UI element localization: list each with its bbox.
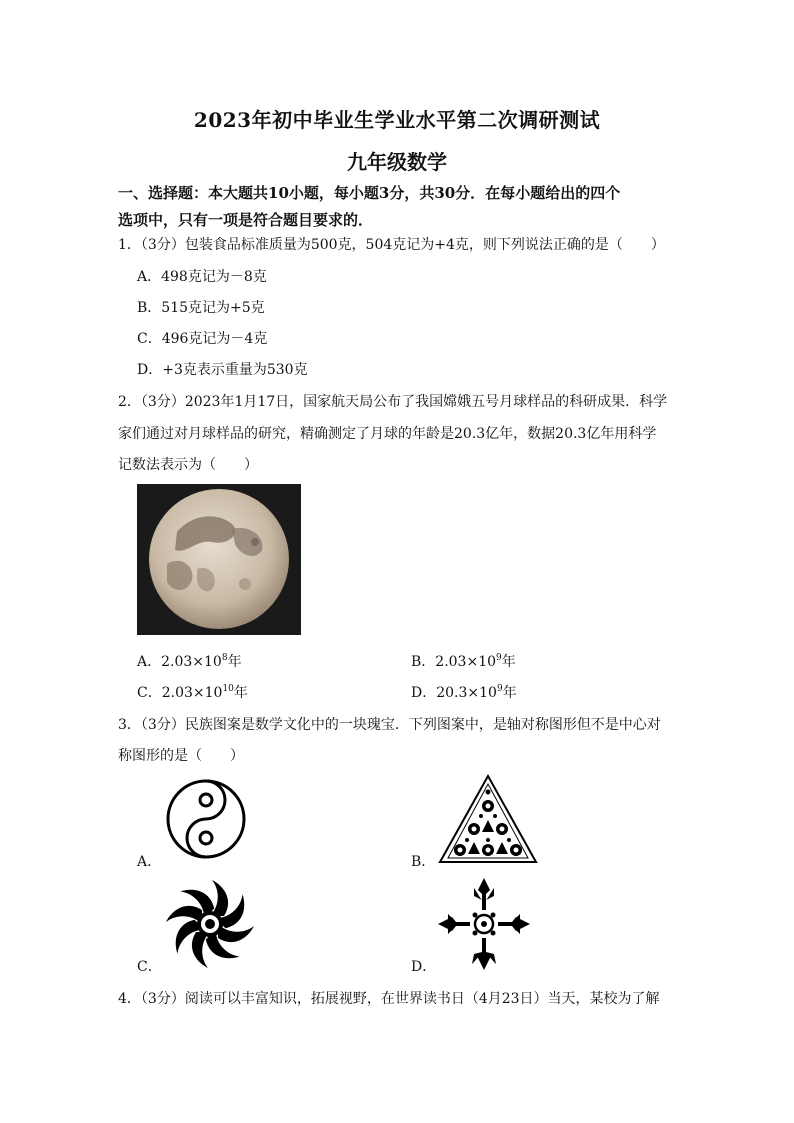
figure-c-pinwheel (162, 876, 258, 976)
option-c-label: C． (137, 685, 162, 701)
question-3-option-d-label: D． (411, 959, 437, 975)
question-2-option-d (411, 682, 517, 702)
section-heading-line-2: 选项中，只有一项是符合题目要求的． (118, 211, 374, 229)
option-a-unit: 年 (227, 654, 242, 670)
option-b-base: 2.03×10 (435, 654, 497, 670)
question-4-line-1: 4．（3分）阅读可以丰富知识，拓展视野，在世界读书日（4月23日）当天，某校为了解 (118, 991, 660, 1007)
figure-a-taiji (165, 778, 247, 864)
option-c-unit: 年 (233, 685, 248, 701)
option-d-unit: 年 (502, 685, 517, 701)
option-a-exponent: 8 (221, 653, 228, 663)
option-a-base: 2.03×10 (161, 654, 222, 670)
option-d-exponent: 9 (496, 684, 503, 694)
option-c-exponent: 10 (222, 684, 234, 694)
option-b-exponent: 9 (496, 653, 502, 663)
option-d-base: 20.3×10 (436, 685, 497, 701)
question-1-option-b: B．515克记为+5克 (137, 300, 265, 316)
question-3-line-1: 3．（3分）民族图案是数学文化中的一块瑰宝．下列图案中，是轴对称图形但不是中心对 (118, 717, 661, 733)
option-c-base: 2.03×10 (161, 685, 223, 701)
page-subtitle: 九年级数学 (347, 150, 447, 174)
question-2-line-1: 2．（3分）2023年1月17日，国家航天局公布了我国嫦娥五号月球样品的科研成果．科学 (118, 394, 668, 410)
question-2-option-b (411, 651, 516, 671)
option-b-label: B． (411, 654, 436, 670)
question-3-option-a-label: A． (137, 854, 162, 870)
question-3-line-2: 称图形的是（ ） (118, 748, 244, 764)
question-3-option-b-label: B． (411, 854, 436, 870)
question-2-line-3: 记数法表示为（ ） (118, 457, 258, 473)
option-a-label: A． (137, 654, 162, 670)
moon-photo (137, 484, 301, 635)
question-1-text: 1．（3分）包装食品标准质量为500克，504克记为+4克，则下列说法正确的是（ ） (118, 237, 665, 253)
figure-b-triangle (438, 774, 538, 868)
figure-d-ornament (436, 876, 532, 976)
section-heading-line-1: 一、选择题：本大题共10小题，每小题3分，共30分．在每小题给出的四个 (118, 184, 621, 202)
question-3-option-c-label: C． (137, 959, 162, 975)
question-1-option-a: A．498克记为－8克 (137, 269, 267, 285)
question-2-line-2: 家们通过对月球样品的研究，精确测定了月球的年龄是20.3亿年，数据20.3亿年用科学 (118, 426, 657, 442)
option-d-label: D． (411, 685, 437, 701)
question-1-option-c: C．496克记为－4克 (137, 331, 268, 347)
question-2-option-a (137, 651, 242, 671)
question-1-option-d: D．+3克表示重量为530克 (137, 362, 308, 378)
question-2-option-c (137, 682, 248, 702)
option-b-unit: 年 (501, 654, 516, 670)
page-title: 2023年初中毕业生学业水平第二次调研测试 (193, 108, 601, 132)
section-heading (118, 180, 678, 234)
